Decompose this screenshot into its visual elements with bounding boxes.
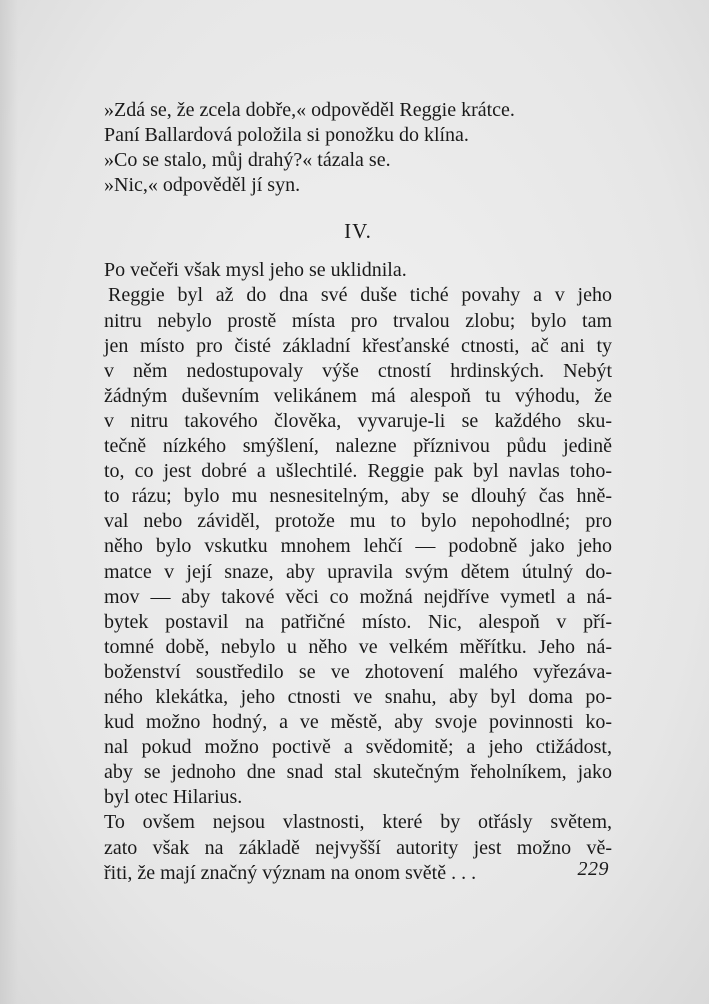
paragraph-line: Po večeři však mysl jeho se uklidnila. bbox=[104, 259, 407, 282]
paragraph-line: mov — aby takové věci co možná nejdříve vymetl a ná- bbox=[104, 585, 612, 608]
body-text bbox=[104, 98, 612, 886]
paragraph-line: tomné době, nebylo u něho ve velkém měřítku. Jeho ná- bbox=[104, 635, 612, 658]
paragraph-line: To ovšem nejsou vlastnosti, které by otřásly světem, bbox=[104, 811, 612, 834]
paragraph-line: kud možno hodný, a ve městě, aby svoje povinnosti ko- bbox=[104, 711, 612, 734]
dialogue-line: »Nic,« odpověděl jí syn. bbox=[104, 174, 301, 197]
paragraph-line: Reggie byl až do dna své duše tiché povahy a v jeho bbox=[108, 284, 612, 307]
page-gutter-shadow bbox=[0, 0, 18, 1004]
paragraph-line: zato však na základě nejvyšší autority jest možno vě- bbox=[104, 836, 612, 859]
chapter-heading: IV. bbox=[344, 219, 372, 244]
paragraph-line: řiti, že mají značný význam na onom světě . . . bbox=[104, 861, 477, 884]
paragraph-line: aby se jednoho dne snad stal skutečným řeholníkem, jako bbox=[104, 761, 612, 784]
paragraph-line: val nebo záviděl, protože mu to bylo nepohodlné; pro bbox=[104, 510, 612, 533]
paragraph-line: žádným duševním velikánem má alespoň tu výhodu, že bbox=[104, 384, 612, 407]
dialogue-line: »Co se stalo, můj drahý?« tázala se. bbox=[104, 149, 391, 172]
paragraph-line: něho bylo vskutku mnohem lehčí — podobně jako jeho bbox=[104, 535, 612, 558]
paragraph-line: bytek postavil na patřičné místo. Nic, alespoň v pří- bbox=[104, 610, 612, 633]
paragraph-line: to rázu; bylo mu nesnesitelným, aby se dlouhý čas hně- bbox=[104, 485, 612, 508]
paragraph-line: tečně nízkého smýšlení, nalezne příznivou půdu jedině bbox=[104, 435, 612, 458]
paragraph-line: to, co jest dobré a ušlechtilé. Reggie pak byl navlas toho- bbox=[104, 460, 612, 483]
paragraph-line: jen místo pro čisté základní křesťanské ctnosti, ač ani ty bbox=[104, 334, 612, 357]
paragraph-line: v nitru takového člověka, vyvaruje-li se každého sku- bbox=[104, 409, 612, 432]
paragraph-line: boženství soustředilo se ve zhotovení malého vyřezáva- bbox=[104, 660, 612, 683]
paragraph-line: v něm nedostupovaly výše ctností hrdinských. Nebýt bbox=[104, 359, 612, 382]
dialogue-line: Paní Ballardová položila si ponožku do klína. bbox=[104, 124, 469, 147]
paragraph-line: ného klekátka, jeho ctnosti ve snahu, aby byl doma po- bbox=[104, 685, 612, 708]
paragraph-line: byl otec Hilarius. bbox=[104, 786, 243, 809]
paragraph-line: nitru nebylo prostě místa pro trvalou zlobu; bylo tam bbox=[104, 309, 612, 332]
dialogue-line: »Zdá se, že zcela dobře,« odpověděl Reggie krátce. bbox=[104, 99, 515, 121]
paragraph-line: matce v její snaze, aby upravila svým dětem útulný do- bbox=[104, 560, 612, 583]
page-number: 229 bbox=[577, 858, 609, 880]
paragraph-line: nal pokud možno poctivě a svědomitě; a jeho ctižádost, bbox=[104, 736, 612, 759]
